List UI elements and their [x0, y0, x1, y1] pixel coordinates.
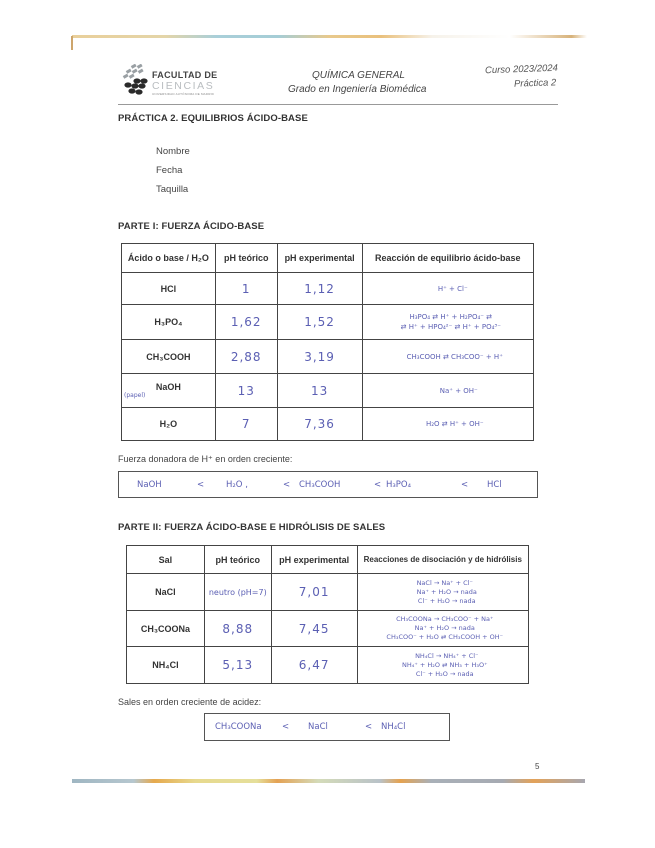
answer-separator: < [374, 479, 382, 490]
answer-item: NaCl [308, 722, 328, 732]
compound-name: HCl [122, 273, 216, 305]
reaction-line: ⇄ H⁺ + HPO₄²⁻ ⇄ H⁺ + PO₄³⁻ [400, 323, 501, 331]
table-header-row [122, 244, 534, 273]
answer-item: NaOH [137, 479, 162, 490]
reaction-cell [362, 374, 533, 408]
scan-edge-left [71, 36, 73, 50]
ph-teorico-value: 2,88 [215, 340, 277, 374]
reaction-line: H⁺ + Cl⁻ [437, 284, 468, 293]
column-header: Ácido o base / H₂O [122, 244, 216, 273]
ph-experimental-value: 7,45 [271, 611, 357, 647]
compound-name: H₃PO₄ [122, 305, 216, 340]
table-row [127, 647, 529, 684]
reaction-line: Na⁺ + OH⁻ [439, 386, 478, 395]
ph-experimental-value: 1,12 [277, 273, 362, 305]
column-header: Reacciones de disociación y de hidrólisis [357, 546, 528, 574]
part1-table [121, 243, 534, 441]
column-header: pH experimental [277, 244, 362, 273]
column-header: Reacción de equilibrio ácido-base [362, 244, 533, 273]
reaction-cell [362, 305, 533, 340]
reaction-line: Na⁺ + H₂O → nada [414, 624, 475, 632]
reaction-cell [357, 574, 528, 611]
reaction-cell [362, 340, 533, 374]
column-header: pH teórico [204, 546, 271, 574]
table-row [122, 374, 534, 408]
part2-table [126, 545, 529, 684]
course-title: QUÍMICA GENERAL [312, 70, 405, 81]
ph-experimental-value: 7,36 [277, 408, 362, 441]
document-title: PRÁCTICA 2. EQUILIBRIOS ÁCIDO-BASE [118, 113, 308, 124]
column-header: pH experimental [271, 546, 357, 574]
column-header: Sal [127, 546, 205, 574]
field-taquilla: Taquilla [156, 184, 189, 195]
reaction-cell [362, 408, 533, 441]
faculty-logo-icon [122, 64, 152, 96]
reaction-line: CH₃COONa → CH₃COO⁻ + Na⁺ [396, 615, 494, 623]
scan-edge-bottom [72, 779, 585, 783]
logo-text-facultad: FACULTAD DE [152, 70, 218, 80]
field-nombre: Nombre [156, 146, 190, 157]
reaction-line: Cl⁻ + H₂O → nada [417, 596, 476, 605]
page-number: 5 [535, 762, 540, 771]
practice-number: Práctica 2 [513, 77, 557, 90]
ph-teorico-value: 1,62 [215, 305, 277, 340]
reaction-line: NH₄⁺ + H₂O ⇄ NH₃ + H₃O⁺ [402, 660, 488, 669]
table-header-row [127, 546, 529, 574]
ph-teorico-value: 8,88 [204, 611, 271, 647]
compound-name: CH₃COOH [122, 340, 216, 374]
ph-teorico-value: 7 [215, 408, 277, 441]
table-row [122, 305, 534, 340]
answer-item: CH₃COOH [299, 479, 341, 490]
course-subtitle: Grado en Ingeniería Biomédica [288, 84, 427, 95]
reaction-line: H₂O ⇄ H⁺ + OH⁻ [425, 420, 484, 428]
ph-experimental-value: 1,52 [277, 305, 362, 340]
part2-order-answer [204, 713, 450, 741]
part1-title: PARTE I: FUERZA ÁCIDO-BASE [118, 221, 265, 232]
part1-order-answer [118, 471, 538, 498]
reaction-line: Na⁺ + H₂O → nada [416, 587, 477, 596]
field-fecha: Fecha [156, 165, 183, 176]
ph-experimental-value: 7,01 [271, 574, 357, 611]
answer-separator: < [461, 479, 469, 490]
answer-item: H₃PO₄ [386, 479, 412, 490]
answer-item: NH₄Cl [381, 722, 406, 732]
answer-separator: < [283, 479, 291, 490]
header-divider [118, 104, 558, 105]
ph-teorico-value: 1 [215, 273, 277, 305]
reaction-line: CH₃COOH ⇄ CH₃COO⁻ + H⁺ [406, 352, 503, 361]
academic-year: Curso 2023/2024 [484, 62, 559, 77]
answer-separator: < [282, 722, 290, 732]
table-row [122, 408, 534, 441]
reaction-line: CH₃COO⁻ + H₂O ⇄ CH₃COOH + OH⁻ [386, 633, 504, 641]
table-row [122, 340, 534, 374]
ph-experimental-value: 3,19 [277, 340, 362, 374]
page-header [118, 60, 558, 104]
ph-teorico-value: 13 [215, 374, 277, 408]
ph-teorico-value: 5,13 [204, 647, 271, 684]
salt-name: NH₄Cl [127, 647, 205, 684]
logo-text-university: UNIVERSIDAD AUTÓNOMA DE MADRID [152, 92, 215, 96]
table-row [122, 273, 534, 305]
answer-separator: < [197, 479, 205, 490]
answer-item: HCl [487, 479, 502, 490]
part1-order-caption: Fuerza donadora de H⁺ en orden creciente: [118, 454, 293, 464]
reaction-cell [362, 273, 533, 305]
reaction-line: H₃PO₄ ⇄ H⁺ + H₂PO₄⁻ ⇄ [409, 313, 493, 321]
compound-name [122, 374, 216, 408]
ph-experimental-value: 13 [277, 374, 362, 408]
reaction-line: NaCl → Na⁺ + Cl⁻ [416, 578, 473, 587]
ph-experimental-value: 6,47 [271, 647, 357, 684]
table-row [127, 574, 529, 611]
table-row [127, 611, 529, 647]
part2-order-caption: Sales en orden creciente de acidez: [118, 697, 262, 707]
salt-name: CH₃COONa [127, 611, 205, 647]
answer-separator: < [365, 722, 373, 732]
ph-teorico-value: neutro (pH=7) [204, 574, 271, 611]
part2-title: PARTE II: FUERZA ÁCIDO-BASE E HIDRÓLISIS DE SALES [118, 522, 386, 533]
handwritten-note: (papel) [124, 392, 146, 399]
faculty-logo [118, 62, 228, 100]
reaction-cell [357, 647, 528, 684]
reaction-cell [357, 611, 528, 647]
answer-item: H₂O , [226, 479, 248, 490]
logo-text-ciencias: CIENCIAS [152, 80, 215, 92]
reaction-line: NH₄Cl → NH₄⁺ + Cl⁻ [415, 651, 479, 660]
compound-name: H₂O [122, 408, 216, 441]
scan-edge-top [72, 35, 587, 38]
answer-item: CH₃COONa [215, 722, 262, 732]
salt-name: NaCl [127, 574, 205, 611]
reaction-line: Cl⁻ + H₂O → nada [415, 669, 474, 678]
column-header: pH teórico [215, 244, 277, 273]
compound-name-text: NaOH [155, 382, 181, 392]
